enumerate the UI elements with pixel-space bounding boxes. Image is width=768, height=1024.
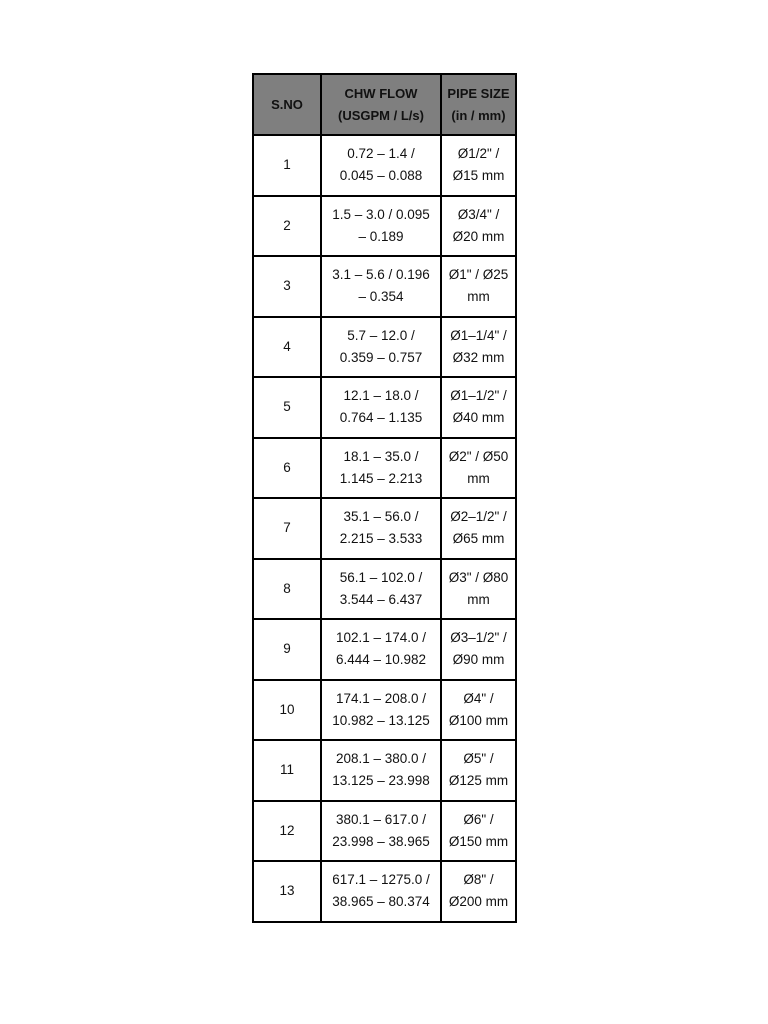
cell-pipe-size [441,256,516,317]
cell-pipe-size [441,559,516,620]
chw-flow-line: 3.544 – 6.437 [339,591,423,607]
cell-chw-flow [321,559,441,620]
pipe-size-line: Ø8" / [463,872,494,888]
header-pipe-size-line1: PIPE SIZE [447,85,510,101]
pipe-size-line: Ø100 mm [448,712,509,728]
chw-flow-line: 0.72 – 1.4 / [347,146,415,162]
cell-sno [253,619,321,680]
pipe-size-line: Ø6" / [463,811,494,827]
pipe-size-line: Ø125 mm [448,773,509,789]
table-row [253,559,516,620]
cell-sno [253,438,321,499]
cell-chw-flow [321,438,441,499]
chw-flow-line: 2.215 – 3.533 [339,531,423,547]
pipe-size-line: Ø65 mm [452,531,505,547]
pipe-size-line: Ø4" / [463,690,494,706]
chw-flow-line: 35.1 – 56.0 / [343,509,419,525]
sno-value: 2 [283,217,291,233]
table-row [253,498,516,559]
chw-flow-line: 1.5 – 3.0 / 0.095 [332,206,430,222]
sno-value: 11 [279,762,294,778]
pipe-size-line: mm [467,470,490,486]
chw-flow-line: 174.1 – 208.0 / [335,690,427,706]
table-row [253,740,516,801]
cell-sno [253,317,321,378]
table-row [253,317,516,378]
chw-flow-line: 1.145 – 2.213 [339,470,423,486]
cell-sno [253,256,321,317]
table-row [253,861,516,922]
chw-flow-line: 56.1 – 102.0 / [339,569,423,585]
pipe-size-line: Ø3–1/2" / [450,630,507,646]
pipe-size-line: Ø15 mm [452,168,505,184]
cell-pipe-size [441,801,516,862]
table-row [253,801,516,862]
cell-pipe-size [441,619,516,680]
header-chw-flow-line1: CHW FLOW [344,85,418,101]
header-sno-label: S.NO [271,96,303,112]
header-row [253,74,516,135]
header-chw-flow [321,74,441,135]
chw-flow-line: 6.444 – 10.982 [335,652,427,668]
pipe-size-line: Ø2" / Ø50 [448,448,509,464]
cell-chw-flow [321,740,441,801]
chw-flow-line: 617.1 – 1275.0 / [332,872,430,888]
cell-sno [253,680,321,741]
pipe-size-line: Ø90 mm [452,652,505,668]
pipe-size-line: Ø20 mm [452,228,505,244]
cell-pipe-size [441,377,516,438]
cell-chw-flow [321,377,441,438]
sno-value: 12 [279,822,295,838]
pipe-sizing-table-container [252,73,517,923]
cell-chw-flow [321,317,441,378]
chw-flow-line: 0.359 – 0.757 [339,349,423,365]
cell-pipe-size [441,740,516,801]
cell-chw-flow [321,498,441,559]
chw-flow-line: 0.764 – 1.135 [339,410,423,426]
chw-flow-line: 10.982 – 13.125 [332,712,430,728]
cell-sno [253,559,321,620]
cell-sno [253,801,321,862]
chw-flow-line: 38.965 – 80.374 [332,894,430,910]
cell-sno [253,377,321,438]
pipe-size-line: Ø3/4" / [457,206,500,222]
cell-chw-flow [321,256,441,317]
table-row [253,377,516,438]
pipe-size-line: Ø40 mm [452,410,505,426]
header-pipe-size [441,74,516,135]
sno-value: 5 [283,399,291,415]
cell-pipe-size [441,498,516,559]
header-chw-flow-line2: (USGPM / L/s) [338,107,424,123]
chw-flow-line: 380.1 – 617.0 / [335,811,427,827]
pipe-size-line: Ø200 mm [448,894,509,910]
chw-flow-line: 3.1 – 5.6 / 0.196 [332,267,430,283]
table-row [253,619,516,680]
pipe-size-line: Ø150 mm [448,833,509,849]
pipe-size-line: Ø2–1/2" / [450,509,507,525]
cell-chw-flow [321,861,441,922]
cell-chw-flow [321,196,441,257]
chw-flow-line: 102.1 – 174.0 / [335,630,427,646]
cell-chw-flow [321,619,441,680]
cell-pipe-size [441,861,516,922]
sno-value: 6 [283,459,291,475]
pipe-size-line: Ø1–1/2" / [450,388,507,404]
sno-value: 8 [283,580,291,596]
pipe-size-line: Ø1" / Ø25 [448,267,509,283]
chw-flow-line: 23.998 – 38.965 [332,833,430,849]
cell-sno [253,861,321,922]
pipe-size-line: Ø1–1/4" / [450,327,507,343]
sno-value: 3 [283,278,291,294]
pipe-size-line: Ø32 mm [452,349,505,365]
cell-pipe-size [441,680,516,741]
cell-chw-flow [321,680,441,741]
table-row [253,196,516,257]
chw-flow-line: – 0.189 [358,228,404,244]
table-row [253,135,516,196]
chw-flow-line: 0.045 – 0.088 [339,168,423,184]
sno-value: 9 [283,641,291,657]
pipe-size-line: mm [467,591,490,607]
cell-pipe-size [441,317,516,378]
chw-flow-line: 208.1 – 380.0 / [335,751,427,767]
sno-value: 10 [279,701,295,717]
table-row [253,680,516,741]
cell-sno [253,135,321,196]
sno-value: 1 [283,157,291,173]
chw-flow-line: 5.7 – 12.0 / [347,327,415,343]
chw-flow-line: 12.1 – 18.0 / [343,388,419,404]
cell-pipe-size [441,196,516,257]
table-row [253,438,516,499]
header-sno [253,74,321,135]
pipe-size-line: Ø5" / [463,751,494,767]
chw-flow-line: 13.125 – 23.998 [332,773,430,789]
pipe-size-line: Ø3" / Ø80 [448,569,509,585]
header-pipe-size-line2: (in / mm) [451,107,506,123]
table-body [253,135,516,922]
cell-chw-flow [321,801,441,862]
cell-pipe-size [441,135,516,196]
pipe-sizing-table [252,73,517,923]
sno-value: 13 [279,883,295,899]
cell-pipe-size [441,438,516,499]
sno-value: 7 [283,520,291,536]
table-row [253,256,516,317]
sno-value: 4 [283,338,291,354]
pipe-size-line: mm [467,289,490,305]
chw-flow-line: 18.1 – 35.0 / [343,448,419,464]
pipe-size-line: Ø1/2" / [457,146,500,162]
cell-sno [253,196,321,257]
cell-sno [253,740,321,801]
cell-chw-flow [321,135,441,196]
chw-flow-line: – 0.354 [358,289,404,305]
cell-sno [253,498,321,559]
